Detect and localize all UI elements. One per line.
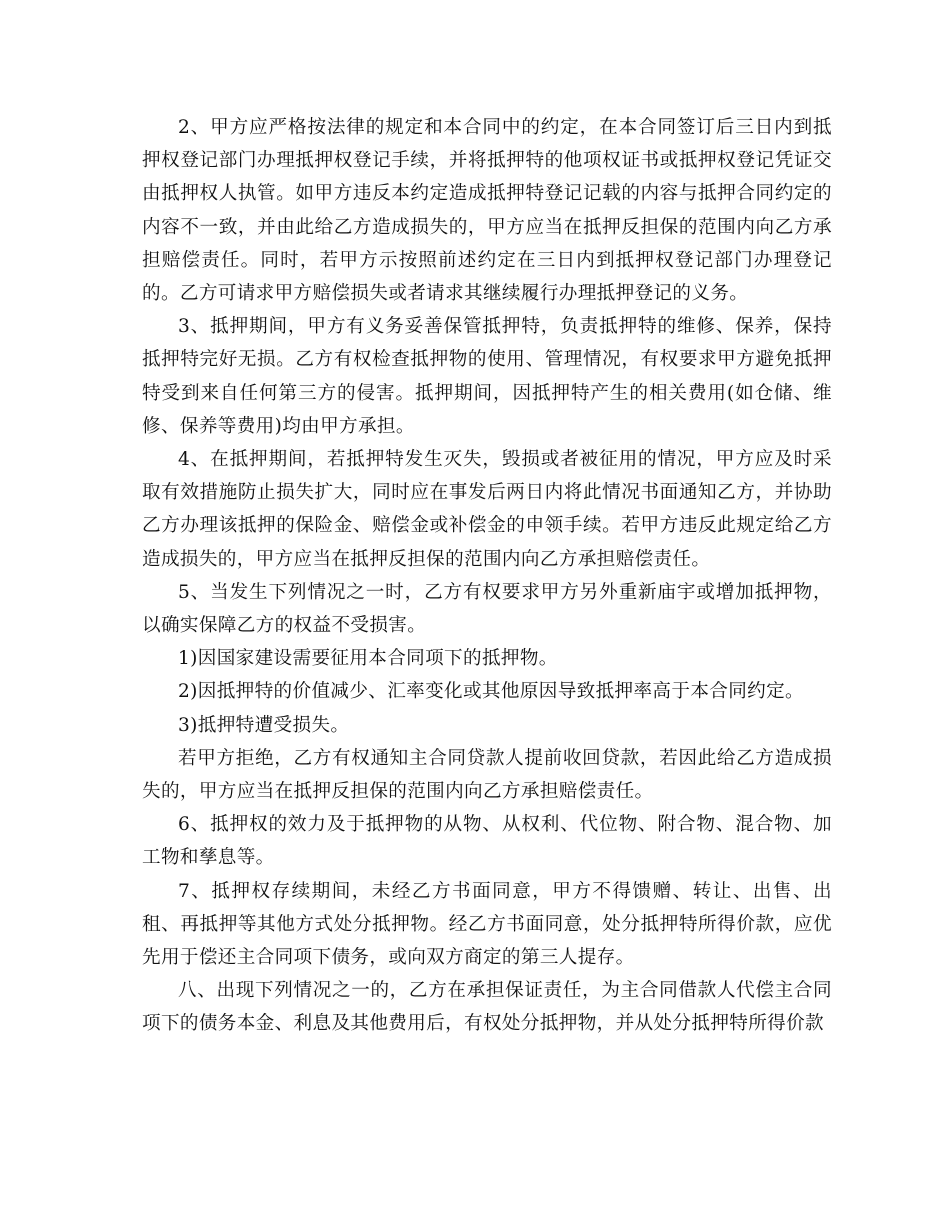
clause-5-item-3: 3)抵押特遭受损失。 — [178, 714, 350, 736]
document-body — [142, 111, 832, 1041]
clause-7-paragraph: 7、抵押权存续期间，未经乙方书面同意，甲方不得馈赠、转让、出售、出租、再抵押等其他方式处分抵押物。经乙方书面同意，处分抵押特所得价款，应优先用于偿还主合同项下债务，或向双方商定的第三人提存。 — [142, 880, 832, 969]
clause-5-paragraph: 5、当发生下列情况之一时，乙方有权要求甲方另外重新庙宇或增加抵押物，以确实保障乙方的权益不受损害。 — [142, 581, 832, 637]
clause-5-item-1: 1)因国家建设需要征用本合同项下的抵押物。 — [178, 648, 558, 670]
section-8-paragraph: 八、出现下列情况之一的，乙方在承担保证责任，为主合同借款人代偿主合同项下的债务本金、利息及其他费用后，有权处分抵押物，并从处分抵押特所得价款 — [142, 980, 832, 1035]
clause-5-item-2: 2)因抵押特的价值减少、汇率变化或其他原因导致抵押率高于本合同约定。 — [178, 681, 804, 703]
clause-2-paragraph: 2、甲方应严格按法律的规定和本合同中的约定，在本合同签订后三日内到抵押权登记部门办理抵押权登记手续，并将抵押特的他项权证书或抵押权登记凭证交由抵押权人执管。如甲方违反本约定造成抵押特登记记载的内容与抵押合同约定的内容不一致，并由此给乙方造成损失的，甲方应当在抵押反担保的范围内向乙方承担赔偿责任。同时，若甲方示按照前述约定在三日内到抵押权登记部门办理登记的。乙方可请求甲方赔偿损失或者请求其继续履行办理抵押登记的义务。 — [142, 117, 832, 305]
clause-4-paragraph: 4、在抵押期间，若抵押特发生灭失，毁损或者被征用的情况，甲方应及时采取有效措施防止损失扩大，同时应在事发后两日内将此情况书面通知乙方，并协助乙方办理该抵押的保险金、赔偿金或补偿金的申领手续。若甲方违反此规定给乙方造成损失的，甲方应当在抵押反担保的范围内向乙方承担赔偿责任。 — [142, 449, 832, 570]
clause-5-refusal-paragraph: 若甲方拒绝，乙方有权通知主合同贷款人提前收回贷款，若因此给乙方造成损失的，甲方应当在抵押反担保的范围内向乙方承担赔偿责任。 — [142, 747, 832, 803]
clause-6-paragraph: 6、抵押权的效力及于抵押物的从物、从权利、代位物、附合物、混合物、加工物和孳息等。 — [142, 814, 832, 869]
clause-3-paragraph: 3、抵押期间，甲方有义务妥善保管抵押特，负责抵押特的维修、保养，保持抵押特完好无损。乙方有权检查抵押物的使用、管理情况，有权要求甲方避免抵押特受到来自任何第三方的侵害。抵押期间，因抵押特产生的相关费用(如仓储、维修、保养等费用)均由甲方承担。 — [142, 316, 832, 437]
